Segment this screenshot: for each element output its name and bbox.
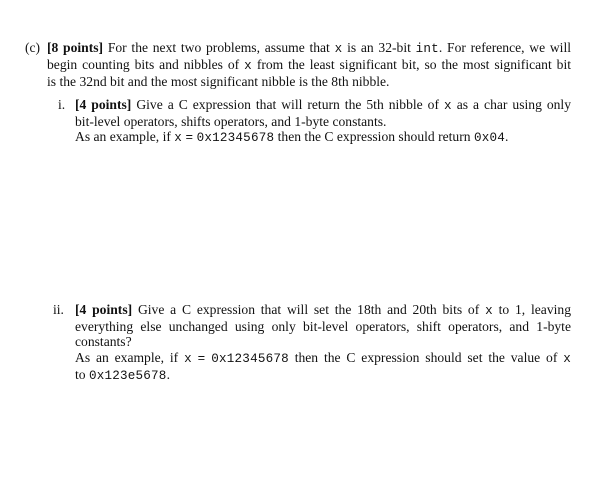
q1-points: [4 points] <box>75 97 132 112</box>
q2-points: [4 points] <box>75 302 133 317</box>
part-c-label: (c) <box>25 40 41 55</box>
q2-line-2: everything else unchanged using only bit-level operators, shift operators, and 1-byte <box>75 319 571 335</box>
q2-text <box>75 302 571 384</box>
part-c-points: [8 points] <box>47 40 104 55</box>
result-value: 0x123e5678 <box>88 368 167 383</box>
var-x: x <box>174 131 183 146</box>
q2-label: ii. <box>53 302 64 317</box>
var-x: x <box>184 351 192 366</box>
example-value: 0x12345678 <box>211 351 289 366</box>
part-c-line-3: is the 32nd bit and the most significant nibble is the 8th nibble. <box>47 74 390 90</box>
part-c-line-2: begin counting bits and nibbles of x from the least significant bit, so the most significant bit <box>47 57 572 74</box>
q2-example-result: to 0x123e5678. <box>75 366 170 383</box>
var-x: x <box>334 42 343 56</box>
example-value: 0x12345678 <box>196 131 275 146</box>
q1-line-1: [4 points] Give a C expression that will return the 5th nibble of x as a char using only <box>75 97 572 113</box>
q1-text <box>75 97 571 147</box>
q1-example: As an example, if x = 0x12345678 then the C expression should return 0x04. <box>75 129 509 146</box>
part-c-intro <box>47 40 571 90</box>
var-x: x <box>485 304 493 318</box>
type-int: int <box>415 42 439 56</box>
var-x: x <box>563 351 571 366</box>
q1-label: i. <box>58 97 66 112</box>
return-value: 0x04 <box>473 131 505 146</box>
q2-line-3: constants? <box>75 334 132 350</box>
q1-line-2: bit-level operators, shifts operators, and 1-byte constants. <box>75 114 387 130</box>
var-x: x <box>443 99 452 113</box>
part-c-line-1: [8 points] For the next two problems, assume that x is an 32-bit int. For reference, we will <box>47 40 572 56</box>
var-x: x <box>244 59 252 74</box>
q2-example: As an example, if x = 0x12345678 then the C expression should set the value of x <box>75 349 571 366</box>
q2-line-1: [4 points] Give a C expression that will set the 18th and 20th bits of x to 1, leaving <box>75 302 571 318</box>
